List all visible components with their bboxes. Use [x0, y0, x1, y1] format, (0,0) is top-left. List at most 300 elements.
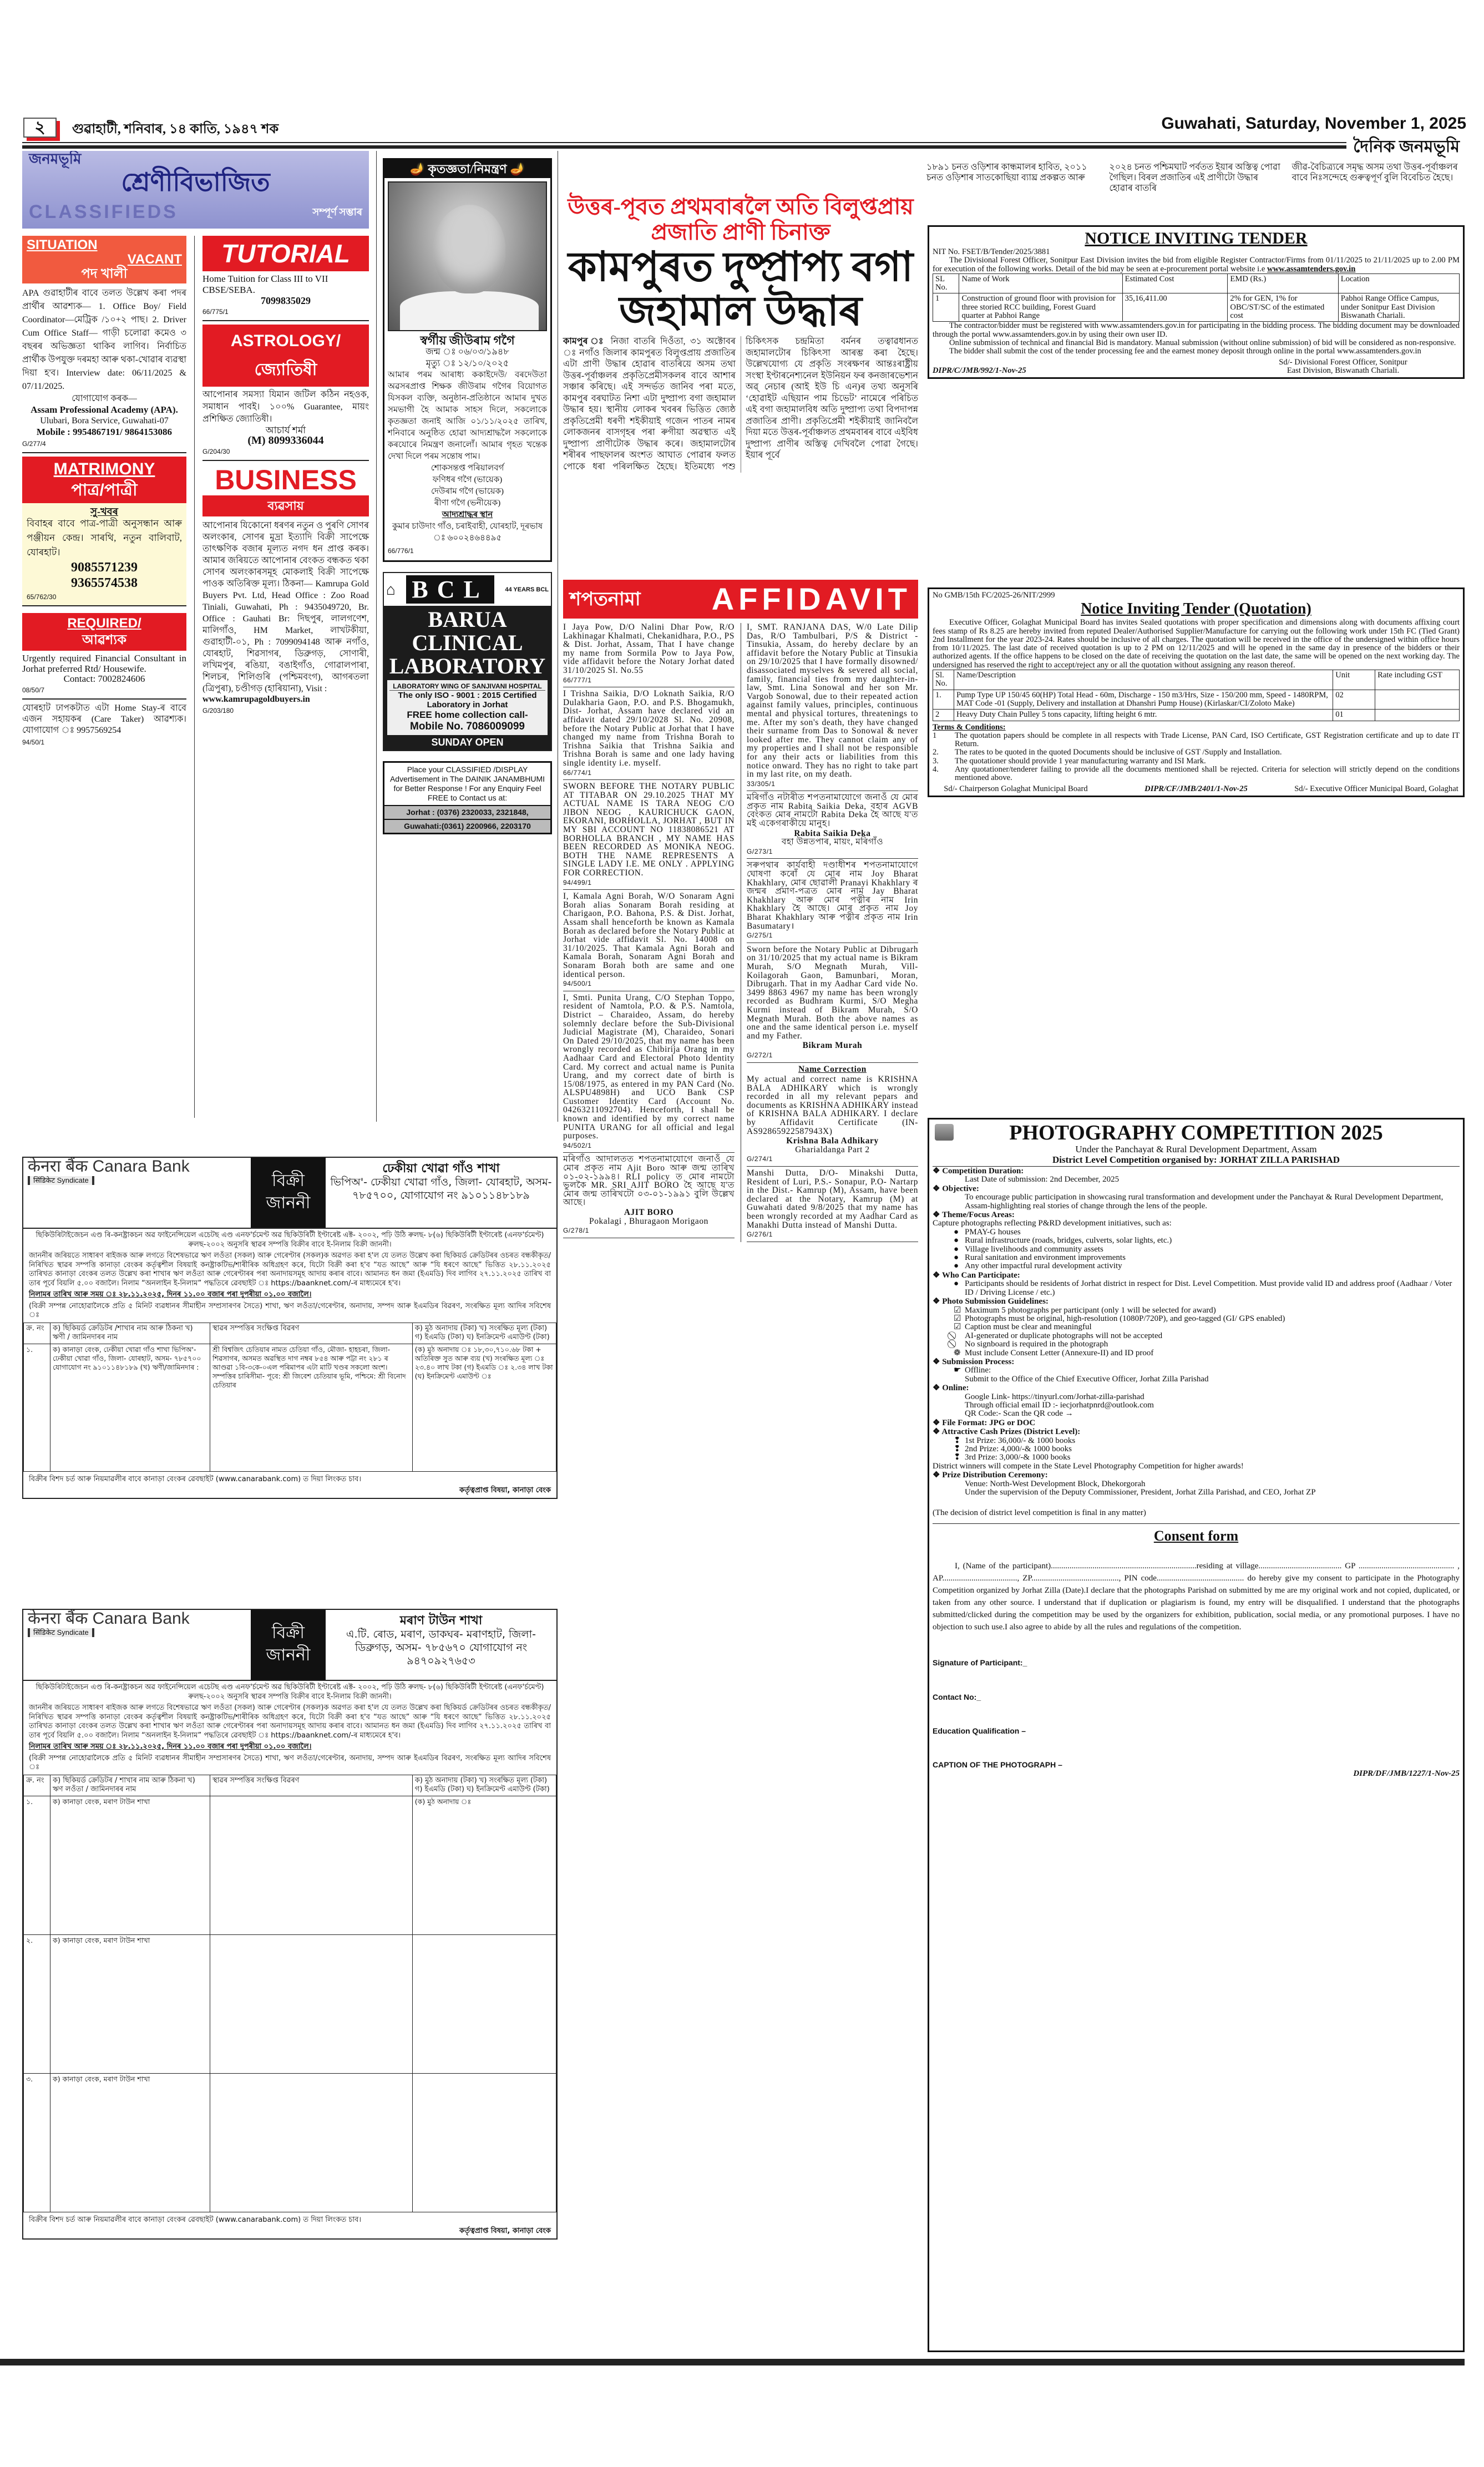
- canara-bank-sale-notice-2: [22, 1609, 558, 2240]
- table-cell: ১.: [24, 1344, 50, 1471]
- banner-tagline: সম্পূৰ্ণ সম্ভাৰ: [312, 206, 362, 217]
- section-heading: ❖ Attractive Cash Prizes (District Level):: [933, 1428, 1460, 1436]
- heading-text: কৃতজ্ঞতা/নিমন্ত্ৰণ: [428, 162, 507, 176]
- affidavit-address: Gharialdanga Part 2: [795, 1144, 870, 1154]
- section-heading: ❖ Objective:: [933, 1185, 1460, 1193]
- affidavit-text: I, SMT. RANJANA DAS, W/0 Late Dilip Das, R/O Tambulbari, P/S & District -Tinsukia, Assam, do hereby declare by an affidavit before the Notary Public at Tinsukia on 29/10/2025 that I have formally disowned/ disassociated myselves & severed all social, family, financial ties from my daughter-in-law, Smt. Lina Sonowal and her son Mr. Vargob Sonowal, due to their repeated action against family values, principles, continuous mental and physical tortures, threatenings to me. After my son's death, they have changed their surname from Das to Sonowal & never looked after me. They cannot claim any of my properties and I shall not be responsible for any their acts or liabilities from this notice onward. They has no right to take part in my last rite, on my death.: [747, 622, 918, 779]
- tender-table: [933, 670, 1460, 721]
- matrimony-heading: [22, 457, 186, 503]
- emblem-icon: [935, 1124, 954, 1141]
- section-line: [954, 1488, 1460, 1497]
- matrimony-text: বিবাহৰ বাবে পাত্ৰ-পাত্ৰী অনুসন্ধান আৰু পঞ্জীয়ন কেন্দ্ৰ। সাৰথি, নতুন বালিবাট, যোৰহাট।: [27, 518, 182, 558]
- table-header-row: [24, 1775, 556, 1796]
- section-line: [954, 1445, 1460, 1453]
- section-line: [954, 1306, 1460, 1315]
- ad-code: 94/500/1: [563, 980, 592, 988]
- affidavit-text: My actual and correct name is KRISHNA BALA ADHIKARY which is wrongly recorded in all my relevant pepars and documents as KRISHNA ADHIKARY instead of KRISHNA BALA ADHIKARY. I declare by Affidavit Certificate (IN-AS92865922587943X): [747, 1075, 918, 1136]
- bullet-icon: ●: [954, 1253, 959, 1263]
- masthead: দৈনিক জনমভূমি: [1346, 138, 1466, 156]
- section-heading: ❖ Submission Process:: [933, 1358, 1460, 1366]
- bcl-logo-icon: ⌂: [386, 580, 396, 598]
- table-cell: শ্ৰী বিশ্বজিৎ চেতিয়াৰ নামত চেতিয়া গাঁও, মৌজা- হাহচৰা, জিলা- শিৱসাগৰ, অসমত অৱস্থিত দাগ নম্বৰ ৮৫৪ আৰু পট্টা নং ২৮১ ৰ আণ্ডৱা ১বি-৩কে-০এল পৰিমাপৰ এটা মাটি খণ্ডৰ সকলো অংশ। সম্পত্তিৰ চাৰিসীমা- পূবে: শ্ৰী জিবেশ চেতিয়াৰ ভূমি, পশ্চিমে: শ্ৰী বিনোদ চেতিয়াৰ: [210, 1344, 413, 1471]
- astrology-heading: ASTROLOGY/ জ্যোতিষী: [202, 325, 369, 387]
- affidavit-list: [563, 623, 918, 1242]
- branch-address: এ.টি. ৰোড, মৰাণ, ডাকঘৰ- মৰাণহাট, জিলা- ডিব্ৰুগড়, অসম- ৭৮৫৬৭০ যোগাযোগ নং ৯৪৭০৯২৭৬৫৩: [346, 1628, 536, 1667]
- section-heading: ❖ Who Can Participate:: [933, 1272, 1460, 1280]
- term-item: [933, 732, 1460, 749]
- heading-line: REQUIRED/: [67, 616, 141, 631]
- date-assamese: গুৱাহাটী, শনিবাৰ, ১৪ কাতি, ১৯৪৭ শক: [72, 122, 279, 136]
- ad-code: 66/776/1: [388, 547, 414, 555]
- consent-text: I, (Name of the participant)......................................................................residing at village........................................ GP .............................................. , AP...................................., ZP.........................................., PIN code.......................................... do hereby give my consent to participate in the Photography Competition organized by Jorhat Zilla (Date).I declare that the photographs Parishad on submitted by me are my original work and not copied, duplicated, or taken from any other source. I understand that if duplication or plagiarism is found, my entry will be disqualified. I understand that the photographs submitted/clicked during the competition may be used by the organizers for exhibition, publication, social media, or any promotional purposes. I have no objection to such use.I also agree to abide by all the rules and regulations of the competition.: [933, 1562, 1460, 1632]
- consent-fields: [933, 1659, 1460, 1770]
- section-line: [954, 1245, 1460, 1254]
- death-date: মৃত্যু ঃ ১২/১০/২০২৫: [426, 359, 509, 368]
- affidavit-text: মৰিগাঁও নটাৰীত শপতনামাযোগে জনাওঁ যে মোৰ প্ৰকৃত নাম Rabita Saikia Deka, বহাৰ AGVB বেংকত মোৰ নামটো Rabita Deka হৈ আছে য'ত মই একেগৰাকীয়ে মানুহ।: [747, 793, 918, 829]
- table-cell: (ক) মুঠ অনাদায় ঃ: [412, 1796, 556, 1934]
- table-cell: ৩.: [24, 2073, 50, 2212]
- portrait-photo: [388, 181, 547, 331]
- section-intro: Capture photographs reflecting P&RD development initiatives, such as:: [933, 1219, 1172, 1228]
- section-outro: District winners will compete in the State Level Photography Competition for higher awards!: [933, 1461, 1244, 1471]
- line-text: Caption must be clear and meaningful: [965, 1323, 1092, 1332]
- term-text: Any quotationer/tenderer failing to provide all the documents mentioned shall be rejected. Criteria for selection will strictly depend on the conditions mentioned above.: [955, 765, 1460, 783]
- article-continuation-strip: [926, 162, 1465, 194]
- bullet-icon: ●: [954, 1236, 959, 1245]
- line-text: Village livelihoods and community assets: [965, 1244, 1103, 1254]
- phone: 9365574538: [71, 576, 138, 590]
- line-text: Rural infrastructure (roads, bridges, culverts, solar lights, etc.): [965, 1236, 1172, 1245]
- section-line: [954, 1280, 1460, 1297]
- affidavit-entry: [747, 1169, 918, 1242]
- affidavit-text: I Trishna Saikia, D/O Loknath Saikia, R/O Dulakharia Gaon, P.O. and P.S. Bhogamukh, Dist- Jorhat, Assam have declared vid an affidavit dated 29/10/2028 Sl. No. 20908, before the Notary Public at Jorhat that I have changed my name from Trishna Borah to Trishna Saikia that Trishna Saikia and Trishna Borah is same and one lady having single identity i.e. myself.: [563, 689, 735, 768]
- affidavit-signature: Rabita Saikia Deka: [794, 828, 871, 838]
- term-text: The rates to be quoted in the quoted Documents should be inclusive of GST /Supply and Installation.: [955, 748, 1282, 757]
- syndicate-logo: सिंडिकेट Syndicate: [28, 1176, 94, 1186]
- ad-code: G/274/1: [747, 1155, 773, 1163]
- venue-text: কুমাৰ চাউদাং গাঁও, চৰাইবাহী, যোৰহাট, দূৰভাষ ঃ ৬০০২৪৬৪৪৯৫: [392, 522, 543, 543]
- column-header: স্থাৱৰ সম্পত্তিৰ সংক্ষিপ্ত বিৱৰণ: [210, 1323, 413, 1344]
- family-member: দেউৰাম গগৈ (ভায়েক): [430, 487, 504, 496]
- article-text: নিজা বাতৰি দিওঁতা, ৩১ অক্টোবৰ ঃ নগাঁও জিলাৰ কামপুৰত বিলুপ্তপ্ৰায় প্ৰজাতিৰ এটা প্ৰাণী উদ্ধাৰ হোৱাৰ বাতৰিয়ে অসম তথা উত্তৰ-পূৰ্বাঞ্চলৰ প্ৰকৃতিপ্ৰেমীসকলৰ বাবে আশাৰ সঞ্চাৰ কৰিছে। এই সন্দৰ্ভত জানিব পৰা মতে, কামপুৰ বৰঘাটত নিশা এটা দুষ্প্ৰাপ্য বগা জহামাল উদ্ধাৰ হয়। স্থানীয় লোকৰ খবৰৰ ভিত্তিত জ্যেষ্ঠ প্ৰকৃতিপ্ৰেমী ধৰণী শইকীয়াই গজেন পাতৰ নামৰ লোকজনৰ বাসগৃহৰ পৰা ৰুগীয়া অৱস্থাত এই দুষ্প্ৰাপ্য প্ৰাণীটোক উদ্ধাৰ কৰে। জহামালটোৰ শৰীৰৰ পাছফালৰ অংশত আঘাত পোৱাৰ ফলত পোকে ধৰা পৰিলক্ষিত হৈছে। ইতিমধ্যে পশু চিকিৎসক চন্দ্ৰমিতা বৰ্মনৰ তত্বাৱধানত জহামালটোৰ চিকিৎসা আৰম্ভ কৰা হৈছে। উল্লেখযোগ্য যে প্ৰকৃতি সংৰক্ষণৰ আন্তঃৰাষ্ট্ৰীয় সংস্থা ইণ্টাৰনেশ্যনেল ইউনিয়ন ফৰ কনজাৰভেশ্যন অৱ্ নেচাৰ (আই ইউ চি এন)ৰ তথ্য অনুসৰি ‘হোৱাইট এছিয়ান পাম চিভেট’ নামেৰে পৰিচিত এই বগা জহামালবিধ অতি দুষ্প্ৰাপ্য তথা বিপদাপন্ন প্ৰজাতিৰ প্ৰাণী। প্ৰকৃতিপ্ৰেমী শইকীয়াই জানিবলৈ দিয়া মতে উত্তৰ-পূৰ্বাঞ্চলত প্ৰথমবাৰৰ বাবে এইবিধ দুষ্প্ৰাপ্য প্ৰাণীৰ অস্তিত্ব দেখিবলৈ পোৱা গৈছে। ইয়াৰ পূৰ্বে: [563, 337, 918, 472]
- terms-list: [933, 732, 1460, 783]
- affidavit-entry: [563, 623, 735, 687]
- bcl-badge: 44 YEARS BCL: [505, 586, 549, 593]
- tender-table: [933, 273, 1460, 322]
- column-divider: [376, 151, 377, 1122]
- branch-address: ভিপিঅ'- ঢেকীয়া খোৱা গাঁও, জিলা- যোৰহাট, অসম- ৭৮৫৭০০, যোগাযোগ নং ৯১০১১৪৮১৮৯: [330, 1176, 552, 1202]
- deceased-name: স্বৰ্গীয় জীউৰাম গগৈ: [420, 333, 515, 347]
- classifieds-column-2: [202, 236, 369, 716]
- notice-header: [23, 1610, 556, 1681]
- table-header-row: [24, 1323, 556, 1344]
- affidavit-address: বহা উন্নতপাৰ, মায়ং, মৰিগাঁও: [781, 837, 884, 847]
- affidavit-entry: [563, 782, 735, 890]
- family-list: [388, 474, 547, 509]
- bullet-icon: ●: [954, 1262, 959, 1271]
- section-line: [954, 1401, 1460, 1410]
- bullet-icon: ●: [954, 1244, 959, 1254]
- venue-label: আদ্যশ্ৰাদ্ধৰ স্থান: [442, 510, 493, 519]
- required-contact: Contact: 7002824606: [63, 673, 145, 684]
- affidavit-address: Pokalagi , Bhuragaon Morigaon: [589, 1216, 708, 1226]
- lab-name: BARUA CLINICAL LABORATORY: [389, 607, 546, 678]
- bank-name-english: Canara Bank: [92, 1157, 190, 1176]
- lab-iso: The only ISO - 9001 : 2015 Certified Laboratory in Jorhat: [398, 691, 537, 710]
- strip-col: জীৱ-বৈচিত্ৰ্যৰে সমৃদ্ধ অসম তথা উত্তৰ-পূৰ্বাঞ্চলৰ বাবে নিঃসন্দেহে গুৰুত্বপূৰ্ণ বুলি বিবেচিত হৈছে।: [1291, 163, 1458, 183]
- line-text: Venue: North-West Development Block, Dhekorgorah: [965, 1479, 1146, 1488]
- lab-free: FREE home collection call-: [407, 710, 528, 720]
- required-text: Urgently required Financial Consultant in Jorhat preferred Rtd/ Housewife.: [22, 653, 186, 674]
- branch-name: মৰাণ টাউন শাখা: [399, 1614, 483, 1628]
- table-cell: [1375, 710, 1460, 721]
- bcl-logo-text: BCL: [406, 575, 494, 604]
- affidavit-heading-en: AFFIDAVIT: [711, 581, 911, 616]
- affidavit-text: Sworn before the Notary Public at Dibrugarh on 31/10/2025 that my actual name is Bikram Murah, S/O Megnath Murah, Vill- Koilagorah Gaon, Bamunbari, Moran, Dibrugarh. That in my Aadhar Card vide No. 3499 8863 4967 my name has been wrongly recorded as Budhram Kurmi, S/O Megha Kurmi instead of Bikram Murah, S/O Megnath Murah. Both the above names as one and the same identical person i.e. myself and my Father.: [747, 944, 918, 1041]
- section-heading: ❖ Prize Distribution Ceremony:: [933, 1471, 1460, 1480]
- dateline: কামপুৰ ঃ: [563, 337, 606, 346]
- decision-note: (The decision of district level competition is final in any matter): [933, 1509, 1460, 1523]
- consent-form-title: Consent form: [1153, 1527, 1239, 1544]
- section-line: [954, 1453, 1460, 1462]
- org-address: Ulubari, Bora Service, Guwahati-07: [40, 416, 169, 425]
- branch-info: [326, 1610, 556, 1680]
- portal-link[interactable]: www.assamtenders.gov.in: [1267, 264, 1356, 273]
- line-text: QR Code:- Scan the QR code →: [965, 1409, 1073, 1419]
- column-header: SL No.: [933, 273, 959, 293]
- lamp-icon: 🪔: [409, 162, 425, 176]
- obituary-heading: [384, 160, 550, 178]
- ad-code: 94/50/1: [22, 738, 45, 746]
- notice-signature: কৰ্তৃত্বপ্ৰাপ্ত বিষয়া, কানাড়া বেংক: [459, 2227, 551, 2235]
- column-header: ক) ছিকিয়ৰ্ড ক্ৰেডিটৰ /শাখাৰ নাম আৰু ঠিকনা খ) ঋণী / জামিনদাৰৰ নাম: [50, 1323, 210, 1344]
- line-text: Offline:: [965, 1366, 991, 1375]
- lab-wing: LABORATORY WING OF SANJIVANI HOSPITAL: [389, 682, 545, 691]
- affidavit-entry: [563, 690, 735, 780]
- table-cell: (ক) মুঠ অনাদায় ঃ ১৮,৩০,৭১০.৬৮ টকা + অতিৰিক্ত সুত আৰু ব্যয় (খ) সংৰক্ষিত মূল্য ঃ ২৩.৪০ লাখ টকা (গ) ইএমডি ঃ ২.৩৪ লাখ টকা (ঘ) ইনক্ৰিমেণ্ট এমাউণ্ট ঃ: [412, 1344, 556, 1471]
- section-line: [954, 1393, 1460, 1401]
- column-header: ক্ৰ. নং: [24, 1323, 50, 1344]
- table-cell: 2: [933, 710, 954, 721]
- section-line: [954, 1228, 1460, 1237]
- line-text: 3rd Prize: 3,000/-& 1000 books: [965, 1453, 1071, 1462]
- situation-vacant-body: APA গুৱাহাটীৰ বাবে তলত উল্লেখ কৰা পদৰ প্ৰাৰ্থীৰ আৱশ্যক— 1. Office Boy/ Field Coordinator—মেট্ৰিক /১০+২ পাছ। 2. Driver Cum Office Staff— গাড়ী চলোৱা কমেও ৩ বছৰৰ অভিজ্ঞতা থাকিব লাগিব। নিৰ্বাচিত প্ৰাৰ্থীক উপযুক্ত দৰমহা আৰু থকা-খোৱাৰ ব্যৱস্থা দিয়া হ'ব। Interview date: 06/11/2025 & 07/11/2025.: [22, 288, 186, 391]
- notice-note: (বিক্ৰী সম্পন্ন নোহোৱালৈকে প্ৰতি ৫ মিনিট ব্যৱধানৰ সীমাহীন সম্প্ৰসাৰণৰ সৈতে) শাখা, ঋণ লওঁতা/গেৰেণ্টাৰ, অনাদায়, সম্পদ আৰু ইএমডিৰ বিৱৰণ, সংৰক্ষিত মূল্য আদিৰ সবিশেষ ঃ: [29, 1754, 551, 1771]
- table-row: [933, 293, 1460, 322]
- bullet-icon: ❢: [954, 1445, 961, 1453]
- property-table: [23, 1323, 556, 1472]
- term-text: The quotation papers should be complete in all respects with Trade License, PAN Card, ISO Certificate, GST Registration certificate and up to date IT Return.: [955, 731, 1460, 749]
- contact-label: যোগাযোগ কৰক—: [72, 394, 137, 403]
- column-divider: [194, 236, 195, 1118]
- affidavit-banner: [563, 580, 918, 619]
- family-label: শোকসন্তপ্ত পৰিয়ালবৰ্গ: [430, 464, 504, 473]
- bank-name-hindi: केनरा बैंक: [28, 1609, 88, 1628]
- section-line: [954, 1437, 1460, 1445]
- family-member: ৰীণা গগৈ (ভনীয়েক): [434, 499, 501, 508]
- line-text: Google Link- https://tinyurl.com/Jorhat-zilla-parishad: [965, 1392, 1144, 1401]
- bullet-icon: ●: [954, 1227, 959, 1237]
- line-text: Must include Consent Letter (Annexure-II) and ID proof: [965, 1348, 1154, 1357]
- bullet-icon: ❢: [954, 1436, 961, 1445]
- ad-code: G/272/1: [747, 1051, 773, 1059]
- tender-title: Notice Inviting Tender (Quotation): [1081, 600, 1311, 618]
- column-3: [383, 158, 552, 834]
- consent-field: Contact No:_: [933, 1692, 981, 1701]
- column-header: স্থাৱৰ সম্পত্তিৰ সংক্ষিপ্ত বিৱৰণ: [210, 1775, 413, 1796]
- affidavit-entry: [747, 623, 918, 791]
- news-article: [563, 194, 918, 473]
- table-cell: [1375, 690, 1460, 710]
- term-item: [933, 757, 1460, 766]
- ad-code: 94/499/1: [563, 878, 592, 887]
- table-cell: 02: [1333, 690, 1375, 710]
- table-cell: [412, 2073, 556, 2212]
- homestay-ad: যোৰহাট ঢাপকটাত এটা Home Stay-ৰ বাবে এজন সহায়কৰ (Care Taker) আৱশ্যক। যোগাযোগ ঃ 9957569254: [22, 703, 186, 735]
- section-line: [954, 1349, 1460, 1357]
- ad-code: G/273/1: [747, 847, 773, 855]
- bank-name: [28, 1609, 246, 1628]
- classifieds-column-1: [22, 236, 186, 747]
- column-header: Estimated Cost: [1122, 273, 1228, 293]
- section-line: [954, 1193, 1460, 1210]
- affidavit-text: সৰুপথাৰ কাৰ্যবাহী দণ্ডাধীশৰ শপতনামাযোগে ঘোষণা কৰোঁ যে মোৰ নাম Joy Bharat Khakhlary, মোৰ ছোৱালী Pranayi Khakhlary ৰ জন্মৰ প্ৰমাণ-পত্ৰত মোৰ নাম Jay Bharat Khakhlary আৰু মোৰ পত্নীৰ নাম Irin Khakhlary হৈ আছে। মোৰ প্ৰকৃত নাম Joy Bharat Khakhlary আৰু পত্নীৰ প্ৰকৃত নাম Irin Basumatary।: [747, 860, 918, 931]
- ad-code: 66/775/1: [202, 308, 229, 316]
- sale-notice-label: বিক্ৰী জাননী: [251, 1158, 326, 1228]
- bullet-icon: ☑: [954, 1314, 961, 1323]
- affidavit-text: I, Kamala Agni Borah, W/O Sonaram Agni Borah alias Sonaram Borah residing at Charigaon, P.O. Bahona, P.S. & Dist. Jorhat, Assam shall henceforth be known as Kamala Borah as declared before the Notary Public at Jorhat vide affidavit Sl. No. 14008 on 31/10/2025. That Kamala Agni Borah and Kamala Borah, Sonaram Agni Borah and Sonaram Borah both are same and one identical person.: [563, 891, 735, 979]
- consent-field: Education Qualification –: [933, 1726, 1026, 1736]
- contact-guwahati: Guwahati:(0361) 2200966, 2203170: [384, 819, 550, 833]
- notice-footer: বিক্ৰীৰ বিশদ চৰ্ত আৰু নিয়মাৱলীৰ বাবে কানাড়া বেংকৰ ৱেবছাইট (www.canarabank.com) ত দিয়া লিংকত চাব।: [29, 2215, 362, 2224]
- column-header: ক্ৰ. নং: [24, 1775, 50, 1796]
- tender-title: NOTICE INVITING TENDER: [1085, 229, 1308, 247]
- required-heading: [22, 613, 186, 651]
- notice-body: জাননীৰ জৰিয়তে সাধাৰণ ৰাইজক আৰু লগতে বিশেষভাৱে ঋণ লওঁতা (সকল) আৰু গেৰেণ্টাৰ (সকল)ক অৱগত কৰা হ'ল যে তলত উল্লেখ কৰা ছিকিয়ৰ্ড ক্ৰেডিটৰৰ ওচৰত বন্ধকীকৃত/নিৰিখিত স্থাৱৰ সম্পত্তি কানাড়া বেংকৰ কৰ্তৃত্বশীল বিষয়াই কনষ্ট্ৰাকটিভ/শাৰীৰিক অধিগ্ৰহণ কৰে, যিটো বিক্ৰী কৰা হ'ব “যত আছে” আৰু “যি ধৰণে আছে” ভিত্তিত ২৮.১১.২০২৫ তাৰিখত কানাড়া বেংকৰ তলত উল্লেখ কৰা শাখাৰ ঋণ লওঁতা আৰু গেৰেণ্টাৰৰ পৰা অনাদায়সমূহ আদায় কৰাৰ বাবে। আমানত ধন জমা (ইএমডি) দিব লাগিব ২৭.১১.২০২৫ তাৰিখ বা তাৰ পূৰ্বে বিয়লি ৫.০০ বজালৈ। নিলাম “অনলাইন ই-নিলাম” পদ্ধতিৰে ৱেবছাইট ঃ https://baanknet.com/-ৰ মাধ্যমেৰে হ'ব।: [29, 1252, 551, 1288]
- heading-line: আৱশ্যক: [82, 632, 126, 647]
- affidavit-entry: [563, 1155, 735, 1238]
- branch-info: [326, 1158, 556, 1228]
- bank-name: [28, 1157, 246, 1176]
- heading-line: VACANT: [127, 252, 182, 267]
- tender-para: Online submission of technical and financial Bid is mandatory. Manual submission (without online submission) of bid will be considered as non-responsive.: [949, 338, 1456, 347]
- table-cell: [210, 1934, 413, 2073]
- section-heading: ❖ Online:: [933, 1384, 1460, 1392]
- tender-notice-golaghat: [928, 587, 1465, 797]
- situation-vacant-heading: [22, 236, 186, 283]
- footer-rule: [0, 2359, 1465, 2365]
- column-header: Unit: [1333, 670, 1375, 690]
- dipr-code: DIPR/C/JMB/992/1-Nov-25: [933, 366, 1026, 375]
- line-text: Photographs must be original, high-resolution (1080P/720P), and geo-tagged (GI/ GPS enabled): [965, 1314, 1285, 1323]
- page-number: ২: [23, 118, 57, 138]
- tender-para: The contractor/bidder must be registered with www.assamtenders.gov.in for participating in the bidding process. The bidding document may be downloaded through the portal www.assamtenders.gov.in by using their own user ID.: [933, 321, 1460, 339]
- line-text: 2nd Prize: 4,000/-& 1000 books: [965, 1445, 1072, 1453]
- org-name: Assam Professional Academy (APA).: [31, 404, 178, 415]
- notice-footer: বিক্ৰীৰ বিশদ চৰ্ত আৰু নিয়মাৱলীৰ বাবে কানাড়া বেংকৰ ৱেবছাইট (www.canarabank.com) ত দিয়া লিংকত চাব।: [29, 1475, 362, 1483]
- line-text: 1st Prize: 36,000/- & 1000 books: [965, 1436, 1076, 1445]
- ad-code: G/277/4: [22, 440, 46, 448]
- family-member: ফণিধৰ গগৈ (ভায়েক): [432, 475, 503, 484]
- competition-title: PHOTOGRAPHY COMPETITION 2025: [1009, 1121, 1383, 1144]
- consent-field: CAPTION OF THE PHOTOGRAPH –: [933, 1760, 1062, 1770]
- header-rule: [22, 142, 1465, 143]
- term-number: 1: [933, 731, 937, 740]
- bullet-icon: ☑: [954, 1323, 961, 1332]
- bank-name-hindi: केनरा बैंक: [28, 1157, 88, 1176]
- column-header: Name of Work: [959, 273, 1122, 293]
- affidavit-entry: [747, 861, 918, 943]
- place-ad-text: Place your CLASSIFIED /DISPLAY Advertisement in The DAINIK JANAMBHUMI for Better Response ! For any Enquiry Feel FREE to Contact us at:: [389, 765, 545, 802]
- lab-sunday: SUNDAY OPEN: [431, 737, 504, 748]
- sale-notice-label: বিক্ৰী জাননী: [251, 1610, 326, 1680]
- table-cell: [210, 2073, 413, 2212]
- term-number: 2.: [933, 748, 939, 757]
- bullet-icon: ●: [954, 1279, 959, 1289]
- matrimony-body: [22, 503, 186, 606]
- section-line: [954, 1262, 1460, 1270]
- affidavit-heading-as: শপতনামা: [570, 589, 641, 610]
- notice-header: [23, 1158, 556, 1229]
- column-header: ক) ছিকিয়ৰ্ড ক্ৰেডিটৰ / শাখাৰ নাম আৰু ঠিকনা খ) ঋণ লওঁতা / জামিনদাৰৰ নাম: [50, 1775, 210, 1796]
- section-line: [954, 1480, 1460, 1488]
- notice-signature: কৰ্তৃত্বপ্ৰাপ্ত বিষয়া, কানাড়া বেংক: [459, 1486, 551, 1495]
- table-row: [24, 2073, 556, 2212]
- section-line: [954, 1315, 1460, 1323]
- ad-code: 66/777/1: [563, 676, 592, 684]
- competition-organiser: District Level Competition organised by: JORHAT ZILLA PARISHAD: [933, 1154, 1460, 1167]
- section-line: [954, 1323, 1460, 1331]
- table-row: [24, 1934, 556, 2073]
- ad-code: G/278/1: [563, 1227, 589, 1235]
- consent-field: Signature of Participant:_: [933, 1658, 1027, 1668]
- terms-title: Terms & Conditions:: [933, 722, 1006, 732]
- obituary-text: আমাৰ পৰম আৰাধ্য ককাইদেউ/ বৰদেউতা অৱসৰপ্ৰাপ্ত শিক্ষক জীউৰাম গগৈৰ বিয়োগত যিসকল ব্যক্তি, অনুষ্ঠান-প্ৰতিষ্ঠানে আমাৰ দুখত সমভাগী হৈ আমাক সাহস দিলে, সকলোকে কৃতজ্ঞতা জনাই আজি ০১/১১/২০২৫ তাৰিখ, শনিবাৰে অনুষ্ঠিত হোৱা আদ্যশ্ৰাদ্ধলৈ সকলোকে কৰযোৰে নিমন্ত্ৰণ জনালোঁ। আমাৰ গৃহত খন্তেক দেখা দিলে পৰম সন্তোষ পাম।: [388, 371, 547, 461]
- section-line: [954, 1410, 1460, 1418]
- table-cell: ১.: [24, 1796, 50, 1934]
- table-cell: 1.: [933, 690, 954, 710]
- classifieds-banner: [22, 151, 369, 229]
- tender-ref: No GMB/15th FC/2025-26/NIT/2999: [933, 591, 1055, 600]
- phone: 7099835029: [261, 295, 311, 306]
- line-text: Participants should be residents of Jorhat district in respect for Dist. Level Competition. Must provide valid ID and address proof (Aadhaar / Voter ID / Driving License / etc.): [965, 1279, 1452, 1297]
- tender-intro: The Divisional Forest Officer, Sonitpur East Division invites the bid from eligible Register Contractor/Firms from 01/11/2025 to 21/11/2025 up to 2.00 PM for execution of the following works. Detail of the bid may be seen at e-procurement portal website i.e: [933, 256, 1460, 273]
- table-cell: ক) কানাড়া বেংক, মৰাণ টাউন শাখা: [50, 1934, 210, 2073]
- competition-subtitle: Under the Panchayat & Rural Development Department, Assam: [1075, 1144, 1317, 1154]
- signatory-right: Sd/- Executive Officer Municipal Board, Golaghat: [1294, 784, 1458, 793]
- article-kicker: উত্তৰ-পূবত প্ৰথমবাৰলৈ অতি বিলুপ্তপ্ৰায় প্ৰজাতি প্ৰাণী চিনাক্ত: [568, 194, 914, 245]
- line-text: Any other impactful rural development activity: [965, 1262, 1122, 1271]
- notice-note: (বিক্ৰী সম্পন্ন নোহোৱালৈকে প্ৰতি ৫ মিনিট ব্যৱধানৰ সীমাহীন সম্প্ৰসাৰণৰ সৈতে) শাখা, ঋণ লওঁতা/গেৰেণ্টাৰ, অনাদায়, সম্পদ আৰু ইএমডিৰ বিৱৰণ, সংৰক্ষিত মূল্য আদিৰ সবিশেষ ঃ: [29, 1301, 551, 1319]
- section-heading: ❖ File Format: JPG or DOC: [933, 1419, 1460, 1427]
- signatory: Sd/- Divisional Forest Officer, Sonitpur East Division, Biswanath Chariali.: [1279, 357, 1407, 375]
- section-heading: ❖ Competition Duration:: [933, 1167, 1460, 1176]
- tutorial-heading: TUTORIAL: [202, 236, 369, 271]
- table-row: [933, 710, 1460, 721]
- section-line: [954, 1340, 1460, 1349]
- notice-intro: ছিকিউৰিটাইজেচন এণ্ড ৰি-কনষ্ট্ৰাকচন অৱ ফাইনেন্সিয়েল এচেটছ এণ্ড এনফ'ৰ্চমেণ্ট অৱ ছিকিউৰিটী ইণ্টাৰেষ্ট এক্ট- ২০০২, পঢ়ি উঠি ৰুলছ- ৮(৬) ছিকিউৰিটী ইণ্টাৰেষ্ট (এনফ'ৰ্চমেণ্ট) ৰুলছ-২০০২ অনুসৰি স্থাৱৰ সম্পত্তি বিক্ৰীৰ বাবে ই-নিলাম বিক্ৰী জাননী।: [36, 1231, 544, 1249]
- banner-title: শ্ৰেণীবিভাজিত: [121, 168, 270, 196]
- astrology-text: আপোনাৰ সমস্যা যিমান জটিল কঠিন নহওক, সমাধান পাবই। ১০০% Guarantee, মায়ং প্ৰশিক্ষিত জ্যোতিষী।: [202, 390, 369, 424]
- affidavit-title: Name Correction: [798, 1064, 867, 1074]
- bullet-icon: ☑: [954, 1305, 961, 1315]
- table-cell: Pump Type UP 150/45 60(HP) Total Head - 60m, Discharge - 150 m3/Hrs, Size - 150/200 mm, Speed - 1480RPM, MAT Code -01 (Supply, Delivery and installation at Dhanshri Pump House) (Kirlaskar/CI/Zoloto Make): [954, 690, 1333, 710]
- canara-logo: [23, 1158, 251, 1228]
- photography-competition-notice: [928, 1118, 1465, 2352]
- tender-intro: Executive Officer, Golaghat Municipal Board has invites Sealed quotations with proper specification and dimensions along with documents affixing court fees stamp of Rs 8.25 are hereby invited from reputed Dealer/Authorised Supplier/Manufacture for carrying out the following work under 15th FC (Tied Grant) 2nd Installment for the year 2023-24. Rates should be inclusive of all charges. The quotation will be received in the office of the undersigned within office hours from 10/11/2025. The last date of received quotation is up to 2 PM on 12/11/2025 and will he opened in the same day in presence of the bidders or their authorized agents. If the office happens to be closed on the date of receiving the quotation on the last date, the same will be opened on the next working day. The undersigned has reserved the right to accept/reject any or all the quotation without assigning any reason thereof.: [933, 618, 1460, 670]
- heading-line: SITUATION: [27, 237, 98, 252]
- astrologer-name: আচাৰ্য শৰ্মা: [265, 425, 306, 435]
- ad-code: G/204/30: [202, 448, 230, 455]
- column-header: ক) মুঠ অনাদায় (টকা) খ) সংৰক্ষিত মূল্য (টকা) গ) ইএমডি (টকা) ঘ) ইনক্ৰিমেণ্ট এমাউণ্ট (টকা): [412, 1775, 556, 1796]
- ad-code: 66/774/1: [563, 768, 592, 777]
- phone: 9085571239: [71, 560, 138, 575]
- contact-jorhat: Jorhat : (0376) 2320033, 2321848,: [384, 805, 550, 819]
- table-cell: 1: [933, 293, 959, 322]
- table-row: [933, 690, 1460, 710]
- birth-date: জন্ম ঃ ০৬/০৩/১৯৪৮: [426, 347, 509, 357]
- column-header: Sl. No.: [933, 670, 954, 690]
- section-heading: ❖ Photo Submission Guidelines:: [933, 1298, 1460, 1306]
- banner-brand: জনমভূমি: [29, 151, 82, 167]
- nit-number: NIT No. FSET/B/Tender/2025/3881: [933, 247, 1050, 256]
- ad-code: 33/305/1: [747, 779, 776, 788]
- notice-intro: ছিকিউৰিটাইজেচন এণ্ড ৰি-কনষ্ট্ৰাকচন অৱ ফাইনেন্সিয়েল এচেটছ এণ্ড এনফ'ৰ্চমেণ্ট অৱ ছিকিউৰিটী ইণ্টাৰেষ্ট এক্ট- ২০০২, পঢ়ি উঠি ৰুলছ- ৮(৬) ছিকিউৰিটী ইণ্টাৰেষ্ট (এনফ'ৰ্চমেণ্ট) ৰুলছ-২০০২ অনুসৰি স্থাৱৰ সম্পত্তি বিক্ৰীৰ বাবে ই-নিলাম বিক্ৰী জাননী।: [36, 1683, 544, 1701]
- tutorial-text: Home Tuition for Class III to VII CBSE/SEBA.: [202, 273, 328, 295]
- table-row: [24, 1796, 556, 1934]
- ad-code: G/203/180: [202, 707, 234, 715]
- bcl-lab-ad: [383, 572, 552, 751]
- date-english: Guwahati, Saturday, November 1, 2025: [1161, 114, 1466, 133]
- obituary-notice: [383, 158, 552, 562]
- column-header: Name/Description: [954, 670, 1333, 690]
- ad-code: 65/762/30: [27, 593, 57, 601]
- table-cell: 01: [1333, 710, 1375, 721]
- section-heading: ❖ Theme/Focus Areas:: [933, 1211, 1460, 1219]
- lab-mobile: Mobile No. 7086009099: [410, 721, 525, 732]
- line-text: AI-generated or duplicate photographs will not be accepted: [965, 1331, 1163, 1340]
- affidavit-text: SWORN BEFORE THE NOTARY PUBLIC AT TITABAR ON 29.10.2025 THAT MY ACTUAL NAME IS TARA NEOG C/O JIBON NEOG , KAURICHUCK GAON, EKORANI, BORHOLLA, JORHAT , BUT IN MY SBI ACCOUNT NO 11838086521 AT BORHOLLA BRANCH , MY NAME HAS BEEN RECORDED AS MONIKA NEOG. BOTH THE NAME REPRESENTS A SINGLE LADY I.E. ME ONLY . APPLYING FOR CORRECTION.: [563, 782, 735, 878]
- website-link[interactable]: www.kamrupagoldbuyers.in: [202, 695, 310, 704]
- term-text: The quotationer should provide 1 year manufacturing warranty and ISI Mark.: [955, 756, 1206, 766]
- table-cell: ২.: [24, 1934, 50, 2073]
- place-ad-box: [383, 761, 552, 834]
- table-cell: 2% for GEN, 1% for OBC/ST/SC of the estimated cost: [1228, 293, 1338, 322]
- heading-line: BUSINESS: [215, 464, 357, 495]
- table-cell: ক) কানাড়া বেংক, মৰাণ টাউন শাখা: [50, 2073, 210, 2212]
- line-text: Under the supervision of the Deputy Commissioner, President, Jorhat Zilla Parishad, and CEO, Jorhat ZP: [965, 1488, 1316, 1497]
- business-heading: [202, 464, 369, 516]
- table-cell: ক) কানাড়া বেংক, মৰাণ টাউন শাখা: [50, 1796, 210, 1934]
- term-number: 4.: [933, 765, 939, 774]
- ad-code: 08/50/7: [22, 686, 45, 694]
- lamp-icon: 🪔: [510, 162, 525, 176]
- header-rule-thick: [22, 145, 1465, 149]
- section-line: [954, 1332, 1460, 1340]
- section-line: [954, 1176, 1460, 1184]
- branch-name: ঢেকীয়া খোৱা গাঁও শাখা: [382, 1162, 500, 1176]
- line-text: PMAY-G houses: [965, 1227, 1021, 1237]
- affidavit-signature: AJIT BORO: [624, 1208, 674, 1217]
- line-text: To encourage public participation in showcasing rural transformation and development under the Panchayat & Rural Development Department, Assam-highlighting real stories of change through the lens of the people.: [965, 1193, 1444, 1210]
- banner-watermark: CLASSIFIEDS: [29, 201, 178, 222]
- canara-bank-sale-notice-1: [22, 1157, 558, 1499]
- heading-line: পাত্ৰ/পাত্ৰী: [71, 481, 138, 499]
- tender-para: The bidder shall submit the cost of the tender processing fee and the earnest money deposit through online in the portal www.assamtenders.gov.in: [949, 347, 1421, 356]
- article-headline: কামপুৰত দুষ্প্ৰাপ্য বগা জহামাল উদ্ধাৰ: [568, 245, 914, 335]
- ad-code: 94/502/1: [563, 1141, 592, 1149]
- bullet-icon: ☛: [954, 1366, 961, 1375]
